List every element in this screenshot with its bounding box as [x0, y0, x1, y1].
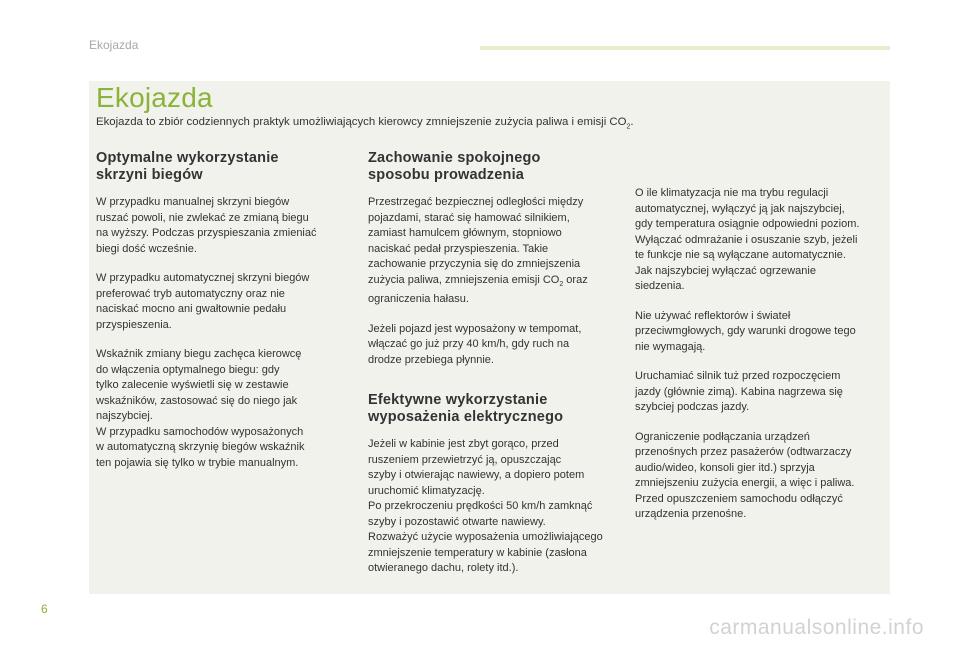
column-equipment-tips [635, 186, 883, 537]
paragraph-engine-start: Uruchamiać silnik tuż przed rozpoczęciem jazdy (głównie zimą). Kabina nagrzewa się szybciej podczas jazdy. [635, 370, 843, 413]
intro-text: Ekojazda to zbiór codziennych praktyk umożliwiających kierowcy zmniejszenie zużycia paliwa i emisji $CO_2$. [96, 116, 634, 131]
header-divider [480, 46, 890, 50]
paragraph-automatic-gearbox: W przypadku automatycznej skrzyni biegów preferować tryb automatyczny oraz nie naciskać mocno ani gwałtownie pedału przyspieszenia. [96, 272, 310, 331]
paragraph-safe-distance: Przestrzegać bezpiecznej odległości między pojazdami, starać się hamować silnikiem, zamiast hamulcem głównym, stopniowo naciskać pedał przyspieszenia. Takie zachowanie przyczynia się do zmniejszenia zużycia paliwa, zmniejszenia emisji $CO_2$ oraz ograniczenia hałasu. [368, 196, 588, 306]
paragraph-air-conditioning: O ile klimatyzacja nie ma trybu regulacji automatycznej, wyłączyć ją jak najszybciej, gdy temperatura osiągnie odpowiedni poziom. Wyłączać odmrażanie i osuszanie szyb, jeżeli te funkcje nie są wyłączane automatycznie. Jak najszybciej wyłączać ogrzewanie siedzenia. [635, 187, 860, 292]
paragraph-headlights: Nie używać reflektorów i świateł przeciwmgłowych, gdy warunki drogowe tego nie wymagają. [635, 309, 856, 353]
paragraph-portable-devices: Ograniczenie podłączania urządzeń przenośnych przez pasażerów (odtwarzaczy audio/wideo, konsoli gier itd.) sprzyja zmniejszeniu zużycia energii, a więc i paliwa. Przed opuszczeniem samochodu odłączyć urządzenia przenośne. [635, 430, 855, 520]
page-title: Ekojazda [96, 82, 213, 113]
paragraph-gear-indicator: Wskaźnik zmiany biegu zachęca kierowcę do włączenia optymalnego biegu: gdy tylko zalecenie wyświetli się w zestawie wskaźników, zastosować się do niego jak najszybciej. W przypadku samochodów wyposażonych w automatyczną skrzynię biegów wskaźnik ten pojawia się tylko w trybie manualnym. [96, 348, 305, 469]
heading-gearbox: Optymalne wykorzystanie skrzyni biegów [96, 150, 279, 183]
paragraph-ventilation: Jeżeli w kabinie jest zbyt gorąco, przed ruszeniem przewietrzyć ją, opuszczając szyby i otwierając nawiewy, a dopiero potem uruchomić klimatyzację. Po przekroczeniu prędkości 50 km/h zamknąć szyby i pozostawić otwarte nawiewy. Rozważyć użycie wyposażenia umożliwiającego zmniejszenie temperatury w kabinie (zasłona otwieranego dachu, rolety itd.). [368, 438, 603, 575]
heading-calm-driving: Zachowanie spokojnego sposobu prowadzenia [368, 150, 541, 183]
page-number: 6 [41, 602, 48, 616]
watermark: carmanualsonline.info [709, 616, 924, 639]
paragraph-cruise-control: Jeżeli pojazd jest wyposażony w tempomat, włączać go już przy 40 km/h, gdy ruch na drodze przebiega płynnie. [368, 322, 582, 366]
column-gearbox [96, 150, 336, 485]
section-label: Ekojazda [89, 38, 139, 52]
heading-electrical-equipment: Efektywne wykorzystanie wyposażenia elektrycznego [368, 392, 564, 425]
column-driving-style [368, 150, 616, 591]
paragraph-manual-gearbox: W przypadku manualnej skrzyni biegów ruszać powoli, nie zwlekać ze zmianą biegu na wyższy. Podczas przyspieszania zmieniać biegi dość wcześnie. [96, 196, 317, 255]
